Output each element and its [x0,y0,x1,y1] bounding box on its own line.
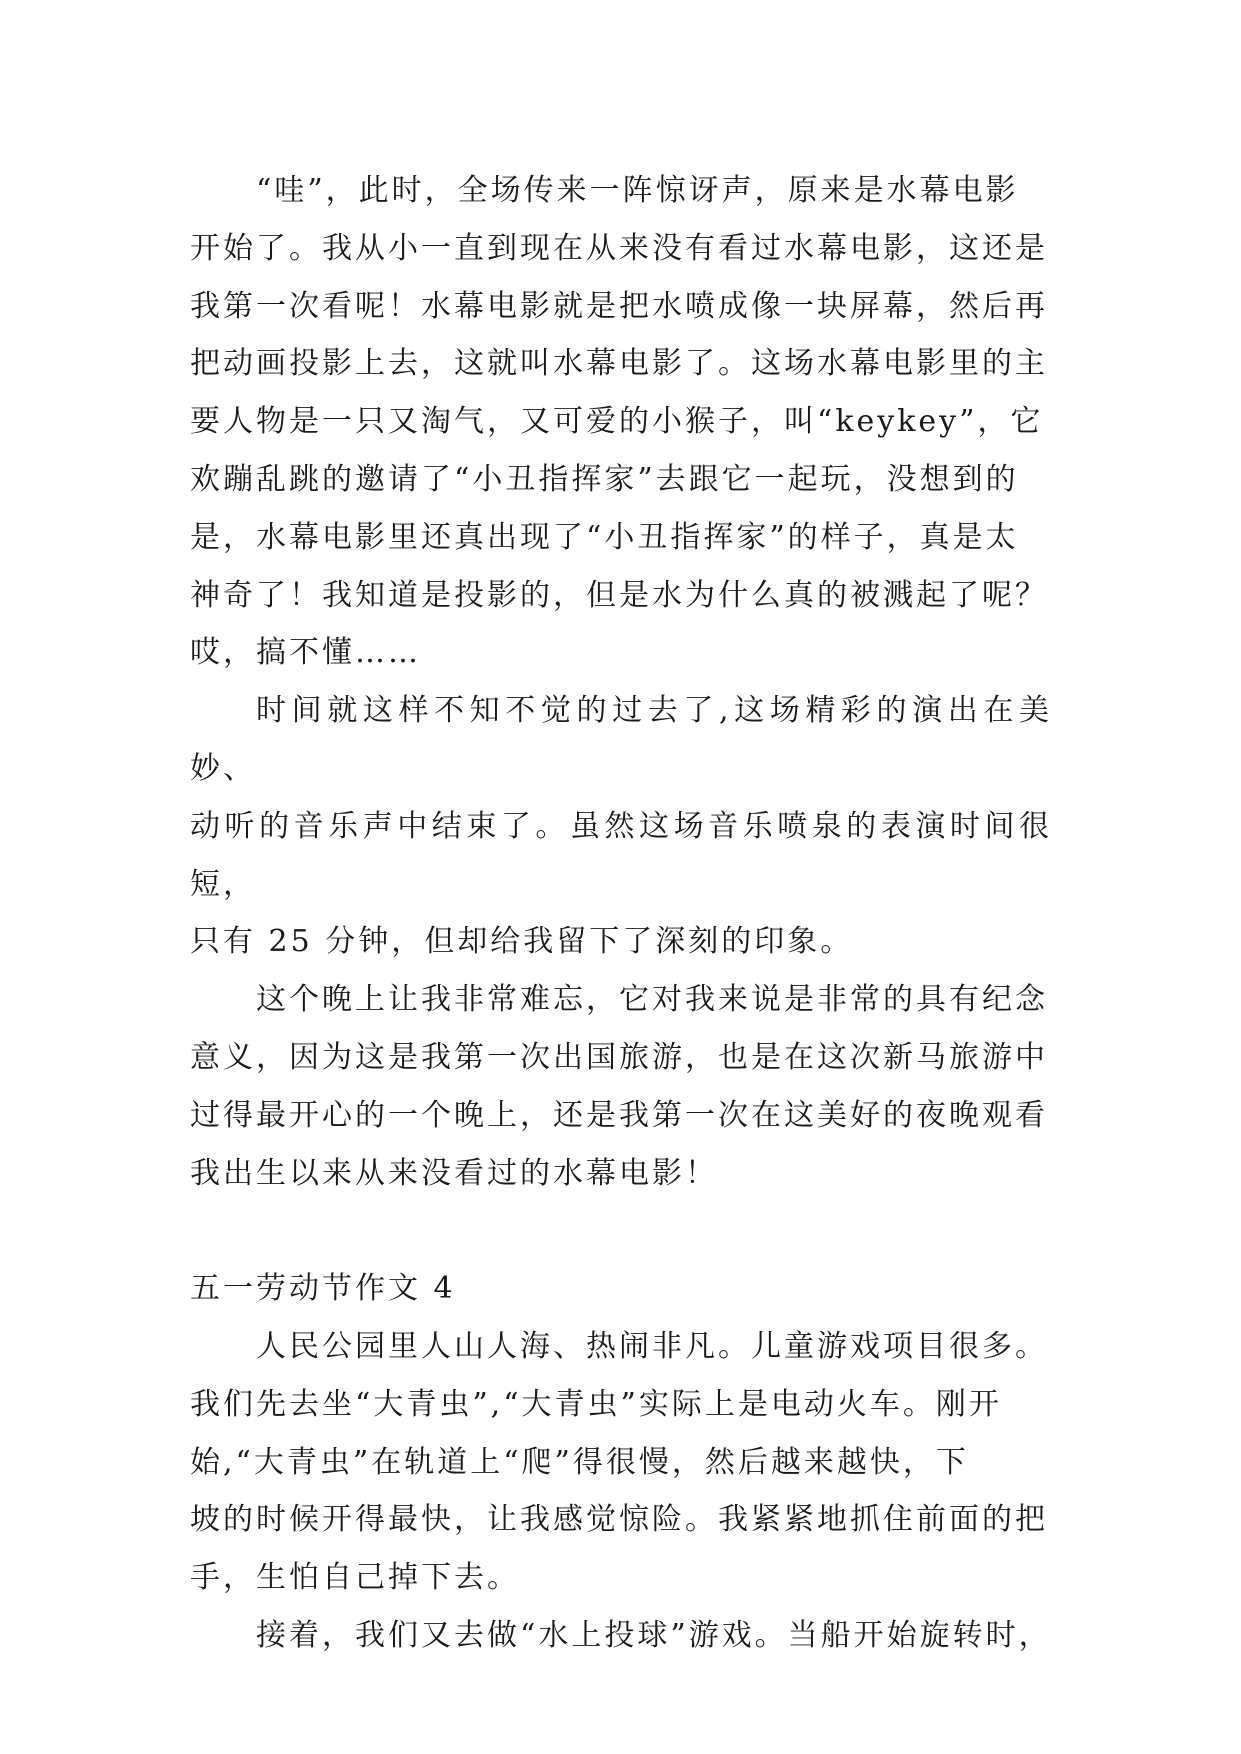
section-title: 五一劳动节作文 4 [190,1271,456,1307]
paragraph-unforgettable-night: 这个晚上让我非常难忘，它对我来说是非常的具有纪念 意义，因为这是我第一次出国旅游，也是在这次新马旅游中 过得最开心的一个晚上，还是我第一次在这美好的夜晚观看 我出生以来从来没看过的水幕电影！ [190,982,1048,1191]
paragraph-water-ball-game: 接着，我们又去做“水上投球”游戏。当船开始旋转时， [256,1617,1052,1653]
paragraph-water-screen-movie: “哇”，此时，全场传来一阵惊讶声，原来是水幕电影 开始了。我从小一直到现在从来没有看过水幕电影，这还是 我第一次看呢！水幕电影就是把水喷成像一块屏幕，然后再 把动画投影上去，这就叫水幕电影了。这场水幕电影里的主 要人物是一只又淘气，又可爱的小猴子，叫“keykey”，它 欢蹦乱跳的邀请了“小丑指挥家”去跟它一起玩，没想到的 是，水幕电影里还真出现了“小丑指挥家”的样子，真是太 神奇了！我知道是投影的，但是水为什么真的被溅起了呢？ 哎，搞不懂…… [190,173,1048,671]
document-page [190,162,1052,1665]
paragraph-show-ends: 时间就这样不知不觉的过去了,这场精彩的演出在美妙、 动听的音乐声中结束了。虽然这场音乐喷泉的表演时间很短， 只有 25 分钟，但却给我留下了深刻的印象。 [190,693,1052,960]
paragraph-peoples-park: 人民公园里人山人海、热闹非凡。儿童游戏项目很多。 我们先去坐“大青虫”,“大青虫”实际上是电动火车。刚开 始,“大青虫”在轨道上“爬”得很慢，然后越来越快，下 坡的时候开得最快，让我感觉惊险。我紧紧地抓住前面的把 手，生怕自己掉下去。 [190,1328,1048,1596]
section-spacer [190,1202,1052,1260]
